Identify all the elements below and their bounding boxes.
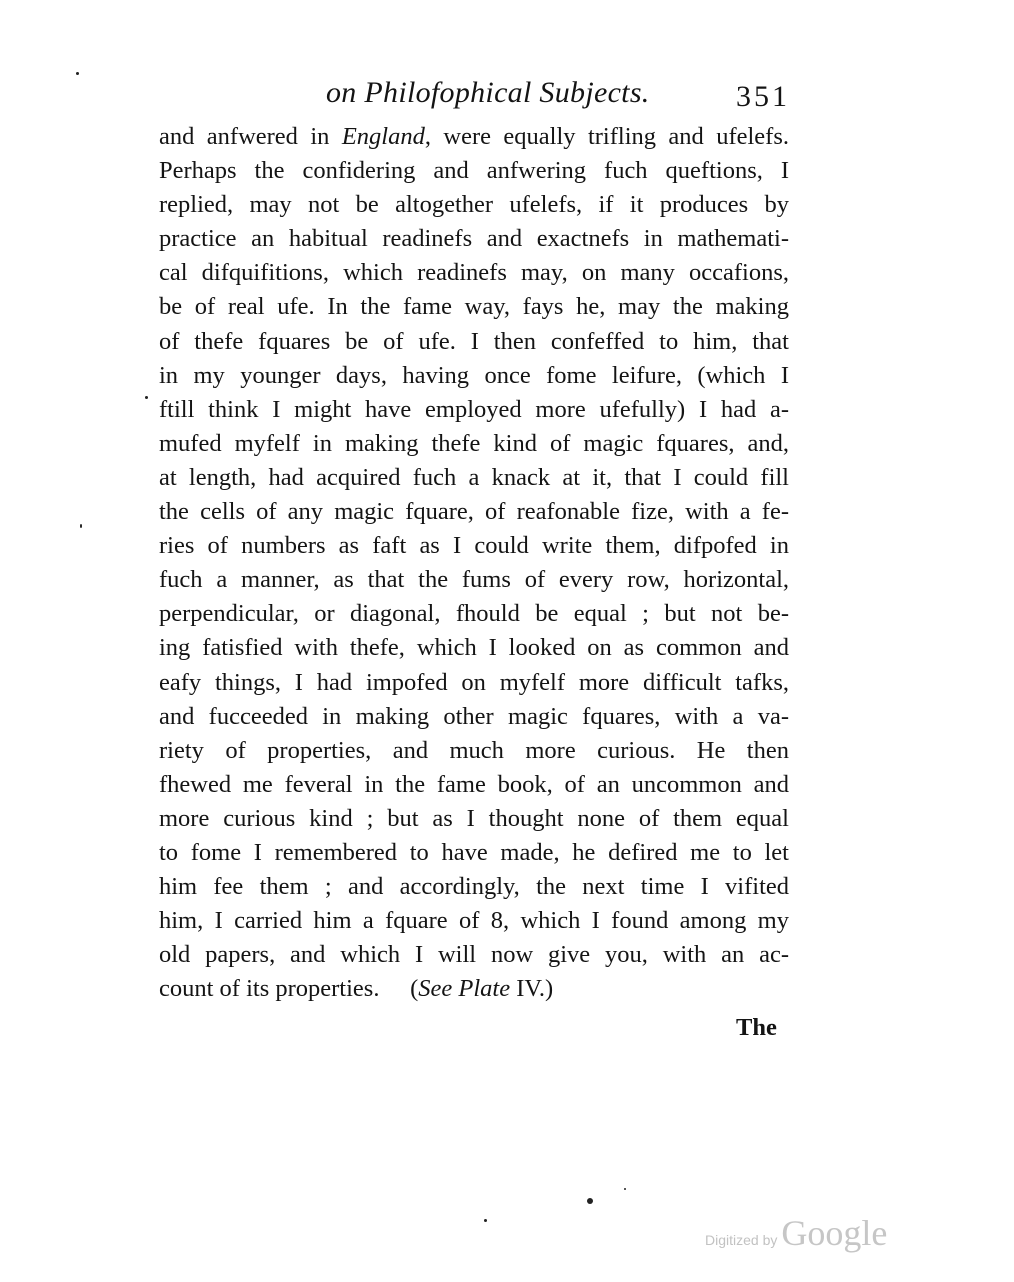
ink-speck (76, 72, 79, 75)
ink-speck (484, 1219, 487, 1222)
text-line: of thefe fquares be of ufe. I then confeffed to him, that (159, 327, 789, 355)
text-line: ftill think I might have employed more ufefully) I had a- (159, 395, 789, 423)
text-line: mufed myfelf in making thefe kind of magic fquares, and, (159, 429, 789, 457)
text-line: old papers, and which I will now give you, with an ac- (159, 941, 789, 969)
line-segment: IV.) (510, 975, 554, 1003)
page-number: 351 (736, 80, 790, 113)
line-segment: , were equally trifling and ufelefs. (424, 123, 789, 150)
text-line (159, 972, 789, 1006)
text-line: riety of properties, and much more curious. He then (159, 736, 789, 764)
text-line: practice an habitual readinefs and exactnefs in mathemati- (159, 225, 789, 253)
text-line: him, I carried him a fquare of 8, which I found among my (159, 907, 789, 935)
ink-speck (145, 396, 148, 399)
text-line: eafy things, I had impofed on myfelf more difficult tafks, (159, 668, 789, 696)
text-line: to fome I remembered to have made, he defired me to let (159, 838, 789, 866)
text-line: more curious kind ; but as I thought none of them equal (159, 804, 789, 832)
ink-speck (80, 524, 82, 528)
text-line: fhewed me feveral in the fame book, of an uncommon and (159, 770, 789, 798)
body-text (159, 120, 789, 1006)
ink-speck (587, 1198, 593, 1204)
text-line: ries of numbers as faft as I could write them, difpofed in (159, 532, 789, 560)
text-line (159, 120, 789, 154)
catchword: The (736, 1014, 777, 1041)
text-line: the cells of any magic fquare, of reafonable fize, with a fe- (159, 498, 789, 526)
text-line: ing fatisfied with thefe, which I looked on as common and (159, 634, 789, 662)
text-line: him fee them ; and accordingly, the next time I vifited (159, 873, 789, 901)
line-segment: and anfwered in (159, 123, 342, 150)
text-line: cal difquifitions, which readinefs may, on many occafions, (159, 259, 789, 287)
text-line: be of real ufe. In the fame way, fays he, may the making (159, 293, 789, 321)
text-line: and fucceeded in making other magic fquares, with a va- (159, 702, 789, 730)
text-line: Perhaps the confidering and anfwering fuch queftions, I (159, 157, 789, 185)
ink-speck (624, 1188, 626, 1190)
text-line: perpendicular, or diagonal, fhould be equal ; but not be- (159, 600, 789, 628)
digitized-watermark (705, 1212, 887, 1254)
text-line: in my younger days, having once fome leifure, (which I (159, 361, 789, 389)
line-segment: count of its properties. ( (159, 975, 419, 1003)
text-line: fuch a manner, as that the fums of every row, horizontal, (159, 566, 789, 594)
watermark-brand-logo: Google (781, 1213, 888, 1253)
running-head: on Philofophical Subjects. (326, 76, 650, 109)
italic-segment: England (341, 123, 425, 150)
watermark-prefix: Digitized by (705, 1232, 778, 1248)
text-line: replied, may not be altogether ufelefs, if it produces by (159, 191, 789, 219)
text-line: at length, had acquired fuch a knack at it, that I could fill (159, 463, 789, 491)
italic-segment: See Plate (418, 975, 511, 1003)
